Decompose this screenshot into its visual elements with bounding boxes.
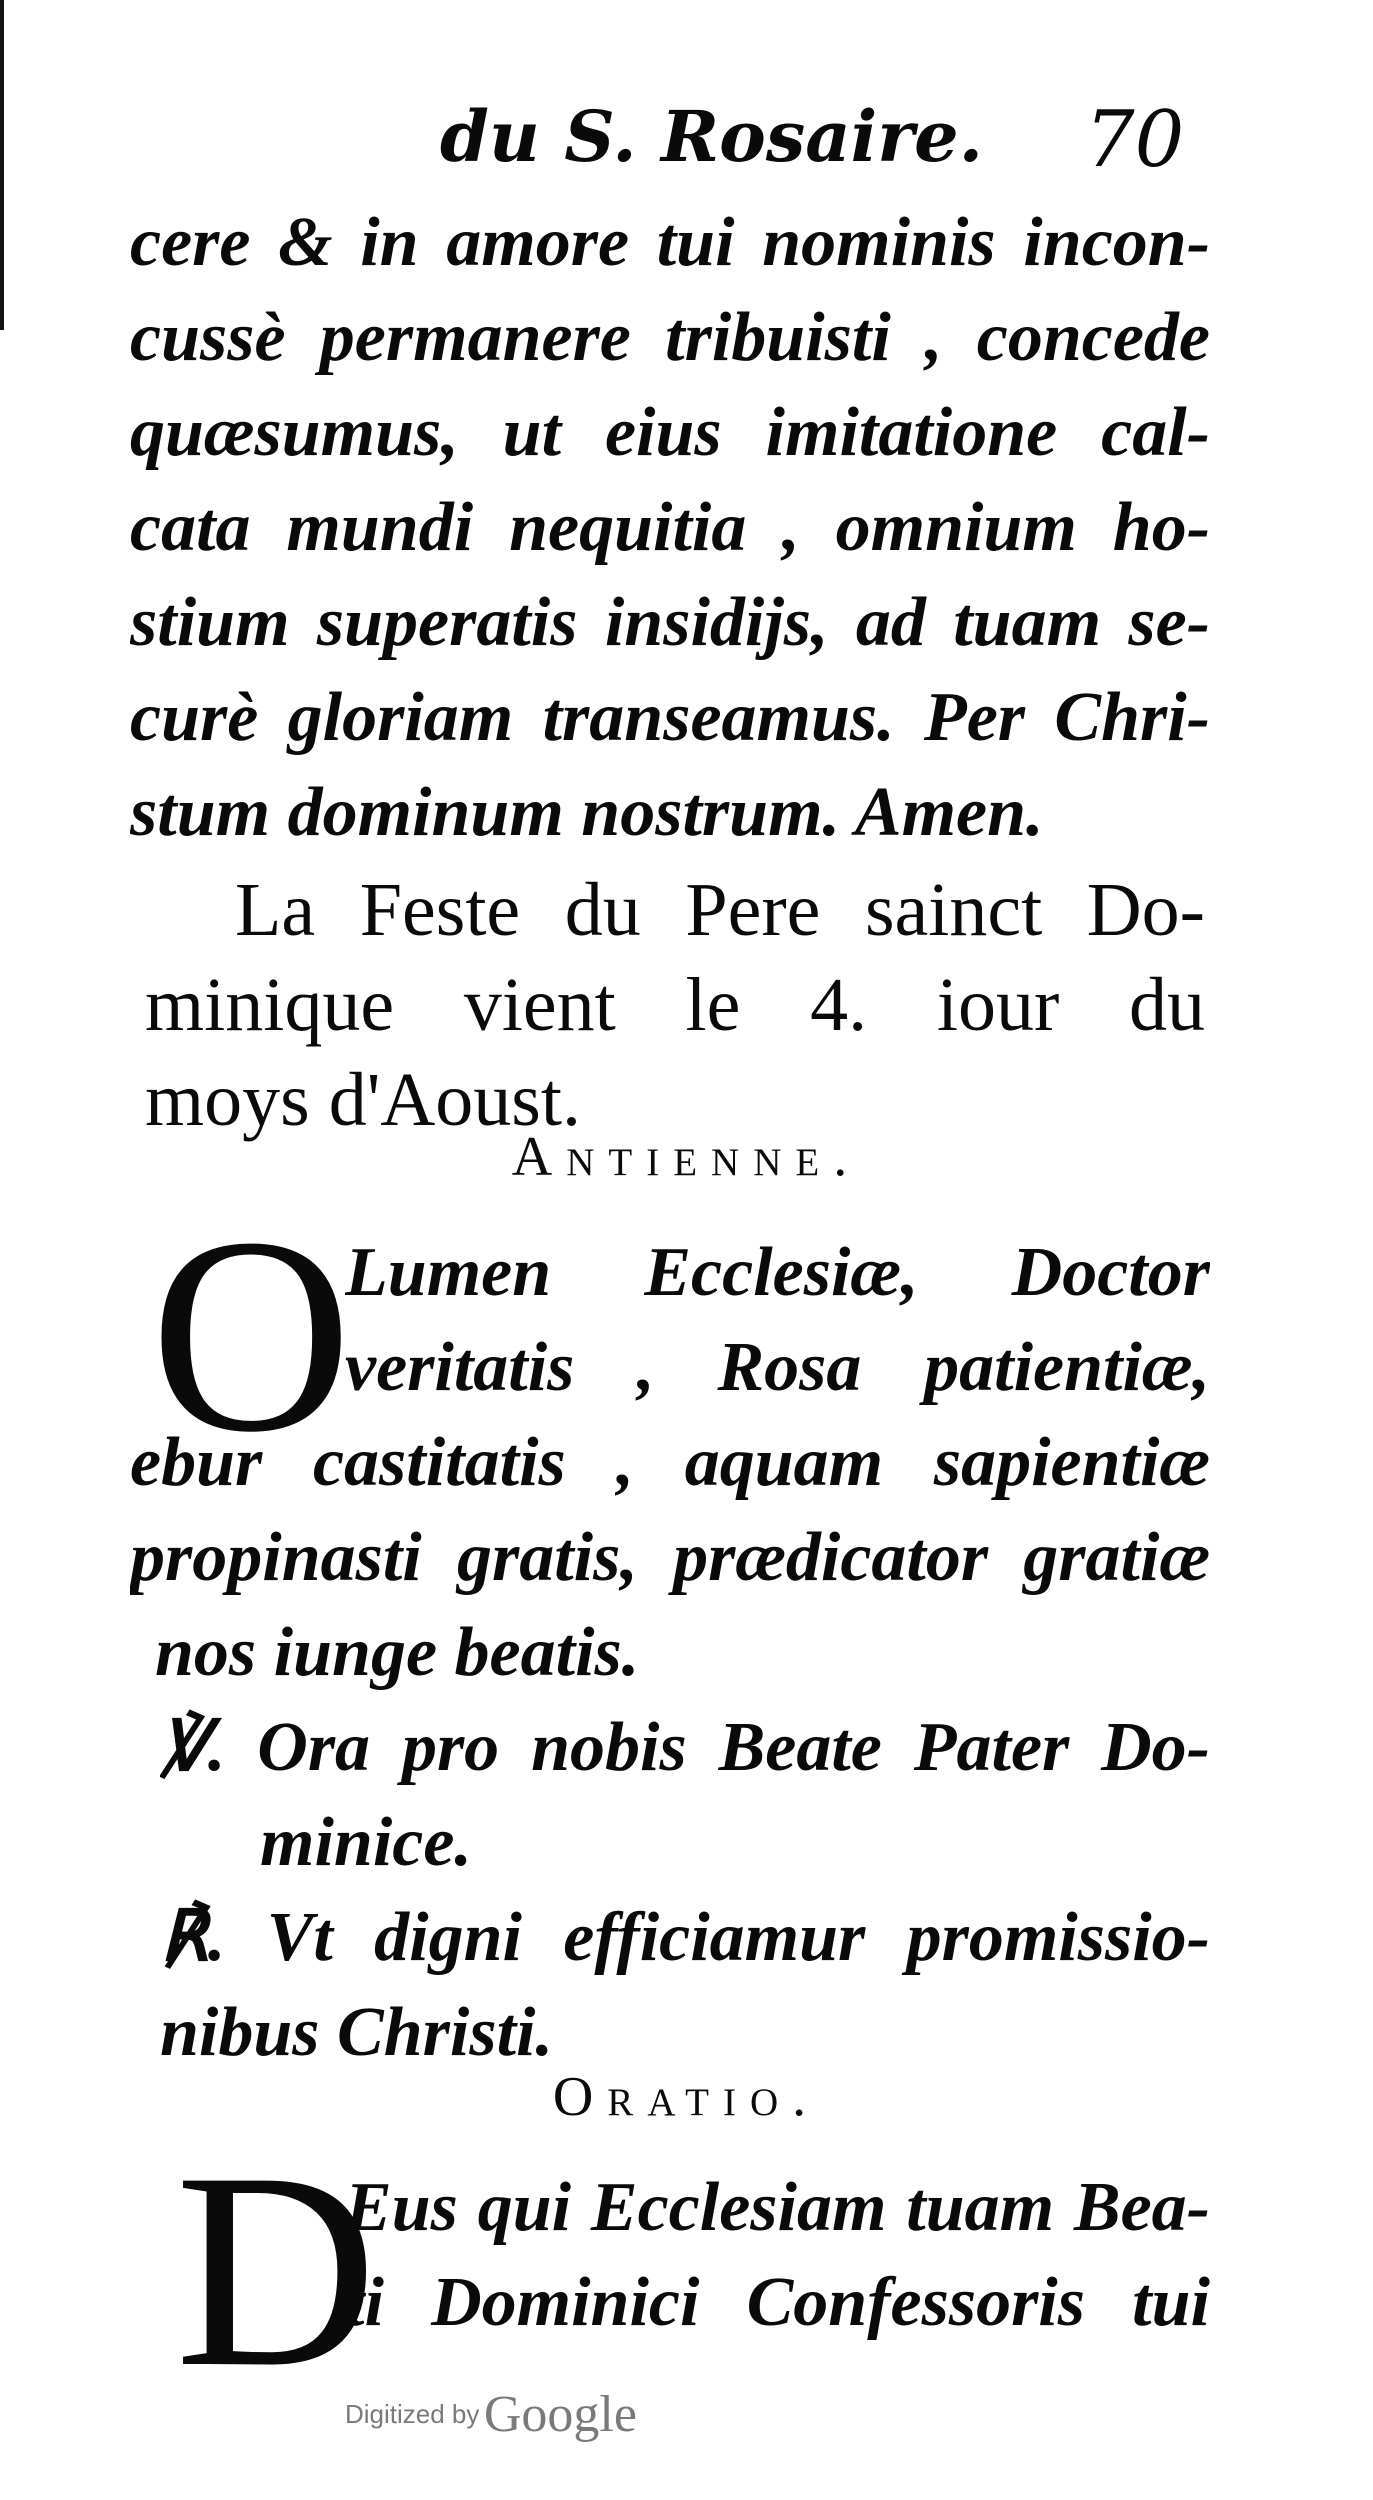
dropcap-o: O <box>150 1179 353 1490</box>
antiphon-line: nos iunge beatis. <box>155 1614 640 1691</box>
text-line: cere & in amore tui nominis incon- <box>130 204 1210 281</box>
text-line: cata mundi nequitia , omnium ho- <box>130 489 1210 566</box>
section-heading-antienne: Antienne. <box>511 1126 862 1188</box>
feast-line: minique vient le 4. iour du <box>145 963 1205 1047</box>
versicle-line: ℣. Ora pro nobis Beate Pater Do- <box>160 1709 1210 1786</box>
response-line: ℟. Vt digni efficiamur promissio- <box>160 1899 1210 1976</box>
text-line: cussè permanere tribuisti , concede <box>130 299 1210 376</box>
page-number: 70 <box>1085 95 1185 185</box>
text-line: curè gloriam transeamus. Per Chri- <box>130 679 1210 756</box>
section-heading-oratio: Oratio. <box>552 2066 821 2128</box>
antiphon-line: Lumen Ecclesiæ, Doctor <box>345 1234 1210 1311</box>
antiphon-line: veritatis , Rosa patientiæ, <box>345 1329 1210 1406</box>
google-logo: Google <box>483 2386 637 2443</box>
text-line: stum dominum nostrum. Amen. <box>130 774 1044 851</box>
antiphon-line: ebur castitatis , aquam sapientiæ <box>130 1424 1210 1501</box>
feast-line: La Feste du Pere sainct Do- <box>235 868 1205 952</box>
digitized-watermark <box>345 2385 637 2444</box>
feast-line: moys d'Aoust. <box>145 1058 581 1142</box>
text-line: stium superatis insidijs, ad tuam se- <box>130 584 1210 661</box>
antiphon-line: propinasti gratis, prædicator gratiæ <box>130 1519 1210 1596</box>
oratio-line: ti Dominici Confessoris tui <box>345 2264 1210 2341</box>
dropcap-d: D <box>175 2114 378 2425</box>
oratio-line: Eus qui Ecclesiam tuam Bea- <box>345 2169 1210 2246</box>
digitized-by-label: Digitized by <box>345 2399 480 2429</box>
text-line: quæsumus, ut eius imitatione cal- <box>130 394 1210 471</box>
running-title: du S. Rosaire. <box>440 95 984 178</box>
response-line: nibus Christi. <box>160 1994 553 2071</box>
versicle-line: minice. <box>260 1804 472 1881</box>
page-edge-rule <box>0 0 4 330</box>
